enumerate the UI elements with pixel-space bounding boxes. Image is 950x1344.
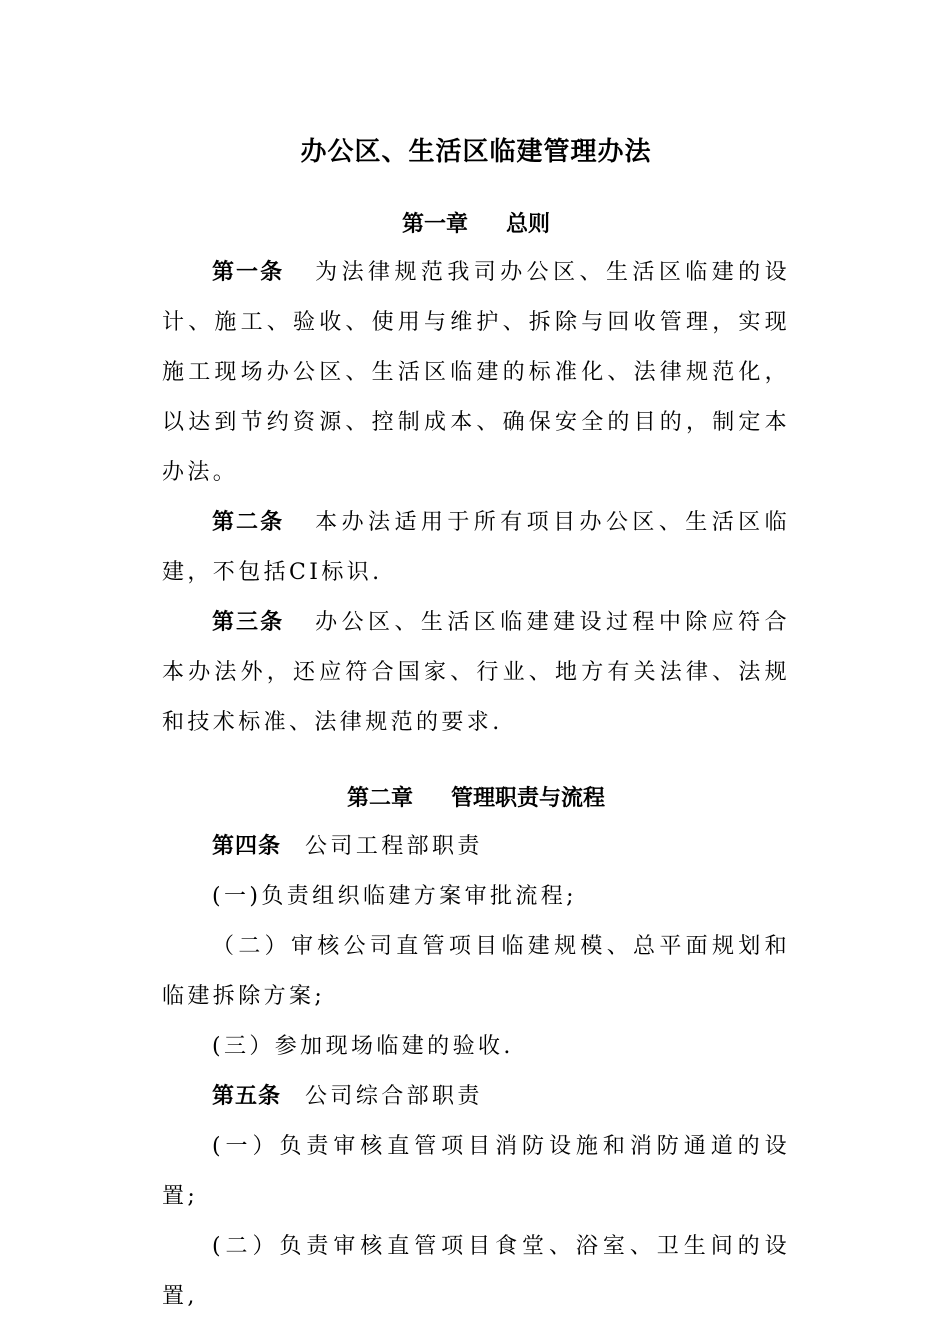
- list-item: (三）参加现场临建的验收.: [212, 1034, 514, 1059]
- list-item: (一）负责审核直管项目消防设施和消防通道的设置;: [162, 1134, 790, 1209]
- chapter-number: 第一章: [401, 212, 468, 237]
- article-label: 第五条: [212, 1084, 282, 1109]
- chapter-number: 第二章: [346, 786, 413, 811]
- article-label: 第一条: [212, 260, 285, 285]
- article-text: 本办法适用于所有项目办公区、生活区临建，不包括CI标识.: [162, 510, 790, 585]
- chapter-name: 管理职责与流程: [451, 786, 606, 811]
- document-title: 办公区、生活区临建管理办法: [300, 137, 652, 167]
- article-paragraph: [162, 248, 790, 498]
- article-paragraph: [162, 498, 790, 598]
- article-paragraph: [162, 1072, 790, 1122]
- article-text: 为法律规范我司办公区、生活区临建的设计、施工、验收、使用与维护、拆除与回收管理，实现施工现场办公区、生活区临建的标准化、法律规范化，以达到节约资源、控制成本、确保安全的目的，制定本办法。: [162, 260, 790, 485]
- chapter-heading: [162, 202, 790, 248]
- article-text: 办公区、生活区临建建设过程中除应符合本办法外，还应符合国家、行业、地方有关法律、法规和技术标准、法律规范的要求.: [162, 610, 790, 735]
- list-item: （二）审核公司直管项目临建规模、总平面规划和临建拆除方案;: [162, 934, 790, 1009]
- article-label: 第三条: [212, 610, 285, 635]
- article-label: 第二条: [212, 510, 285, 535]
- chapter-name: 总则: [506, 212, 551, 237]
- article-label: 第四条: [212, 834, 282, 859]
- article-paragraph: [162, 822, 790, 872]
- list-item: (一)负责组织临建方案审批流程;: [212, 884, 577, 909]
- document-page: [162, 128, 790, 1322]
- article-text: 公司综合部职责: [305, 1084, 483, 1109]
- article-text: 公司工程部职责: [305, 834, 483, 859]
- list-item: (二）负责审核直管项目食堂、浴室、卫生间的设置,: [162, 1234, 790, 1309]
- chapter-heading: [162, 776, 790, 822]
- article-paragraph: [162, 598, 790, 748]
